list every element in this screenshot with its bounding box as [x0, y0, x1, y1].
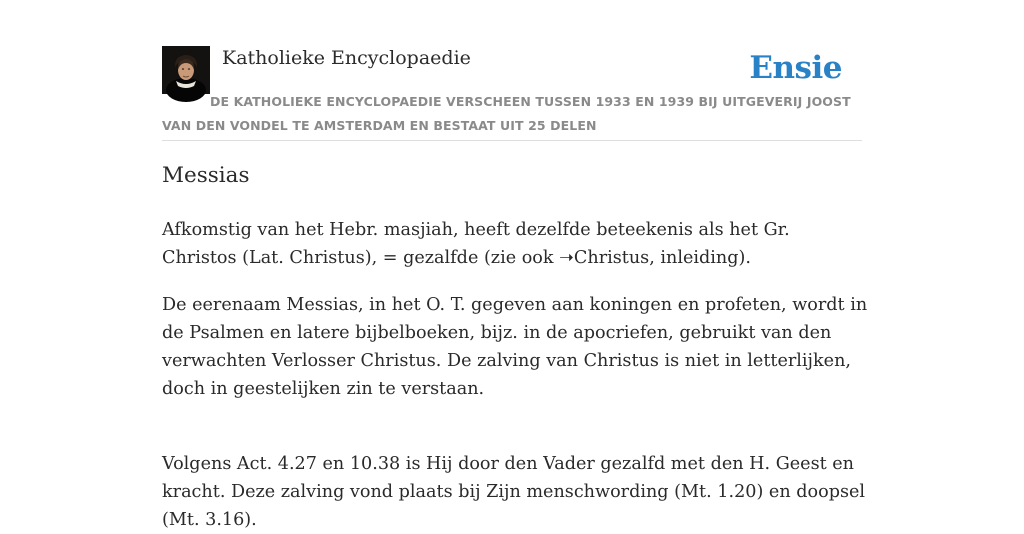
- paragraph-spacer: [162, 422, 868, 450]
- source-title[interactable]: Katholieke Encyclopaedie: [222, 47, 471, 69]
- paragraph-text: ).: [738, 248, 751, 268]
- article-paragraph: De eerenaam Messias, in het O. T. gegeven aan koningen en profeten, wordt in de Psalmen en latere bijbelboeken, bijz. in de apocriefen, gebruikt van den verwachten Verlosser Christus. De zalving van Christus is niet in letterlijken, doch in geestelijken zin te verstaan.: [162, 295, 868, 399]
- article-paragraph: Volgens Act. 4.27 en 10.38 is Hij door den Vader gezalfd met den H. Geest en kracht. Deze zalving vond plaats bij Zijn menschwording (Mt. 1.20) en doopsel (Mt. 3.16).: [162, 454, 866, 530]
- source-description: DE KATHOLIEKE ENCYCLOPAEDIE VERSCHEEN TUSSEN 1933 EN 1939 BIJ UITGEVERIJ JOOST VAN DEN VONDEL TE AMSTERDAM EN BESTAAT UIT 25 DELEN: [162, 94, 851, 133]
- source-avatar[interactable]: [162, 46, 210, 94]
- article-content: [162, 216, 868, 534]
- article-title: Messias: [162, 163, 250, 188]
- portrait-icon: [162, 46, 210, 94]
- paragraph-text: Afkomstig van het Hebr. masjiah, heeft dezelfde beteekenis als het Gr. Christos (Lat. Christus), = gezalfde (zie ook: [162, 220, 790, 268]
- christus-link[interactable]: Christus, inleiding: [573, 248, 739, 268]
- source-header: [162, 46, 862, 141]
- link-arrow-icon: ➝: [559, 248, 574, 268]
- ensie-logo[interactable]: Ensie: [749, 50, 842, 86]
- article-paragraph: [162, 216, 868, 272]
